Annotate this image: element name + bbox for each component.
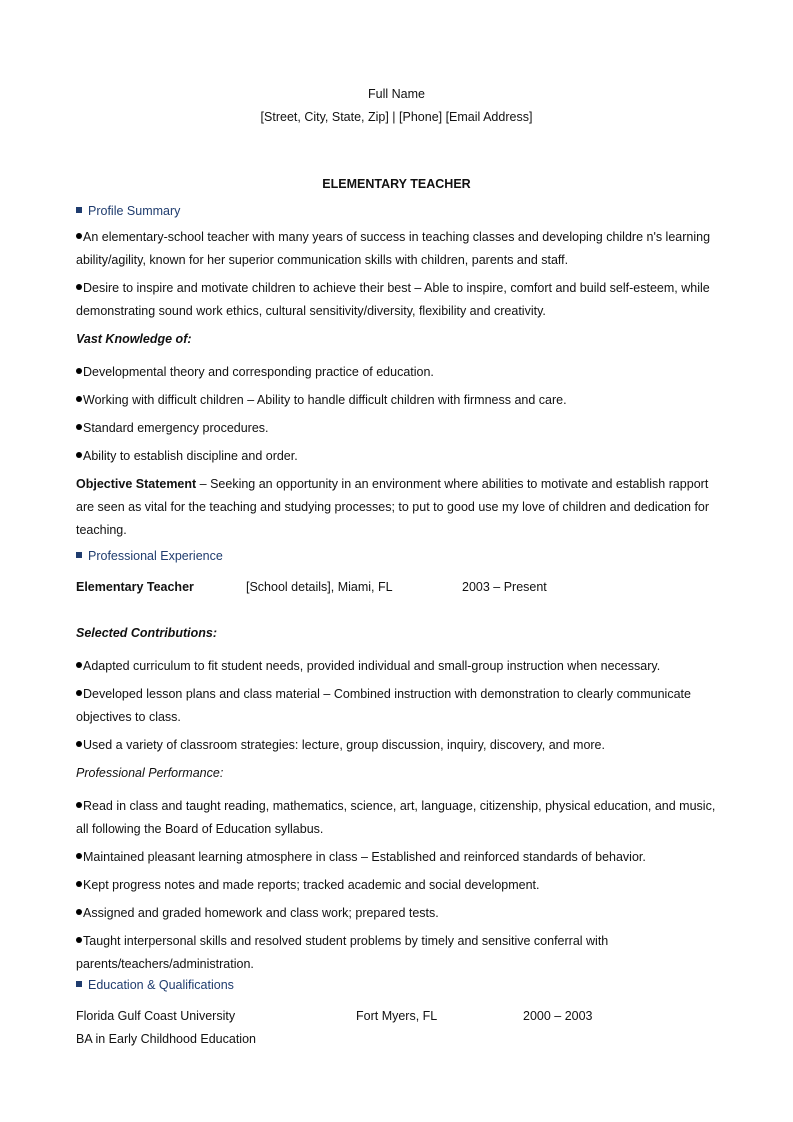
education-degree: BA in Early Childhood Education bbox=[76, 1032, 256, 1046]
bullet-icon bbox=[76, 368, 82, 374]
section-heading-text: Education & Qualifications bbox=[88, 978, 234, 992]
performance-bullet-5: Taught interpersonal skills and resolved student problems by timely and sensitive conferral with parents/teachers/administration. bbox=[76, 934, 609, 971]
knowledge-bullet-2: Working with difficult children – Ability to handle difficult children with firmness and care. bbox=[76, 389, 726, 412]
performance-heading: Professional Performance: bbox=[76, 766, 224, 780]
job-title: Elementary Teacher bbox=[76, 580, 194, 594]
profile-bullet-1: An elementary-school teacher with many years of success in teaching classes and developing childre n's learning ability/agility, known for her superior communication skills with children, parents and staff. bbox=[76, 230, 711, 267]
education-dates: 2000 – 2003 bbox=[523, 1009, 593, 1023]
bullet-icon bbox=[76, 452, 82, 458]
education-school: Florida Gulf Coast University bbox=[76, 1009, 236, 1023]
bullet-icon bbox=[76, 802, 82, 808]
section-education bbox=[76, 978, 234, 992]
section-heading-text: Profile Summary bbox=[88, 204, 181, 218]
objective-statement bbox=[76, 473, 726, 542]
bullet-icon bbox=[76, 741, 82, 747]
contribution-bullet-3: Used a variety of classroom strategies: lecture, group discussion, inquiry, discovery, and more. bbox=[76, 734, 726, 757]
contact-line: [Street, City, State, Zip] | [Phone] [Email Address] bbox=[260, 110, 533, 124]
bullet-icon bbox=[76, 909, 82, 915]
education-location: Fort Myers, FL bbox=[356, 1009, 438, 1023]
section-heading-text: Professional Experience bbox=[88, 549, 223, 563]
bullet-icon bbox=[76, 937, 82, 943]
knowledge-bullet-4: Ability to establish discipline and order. bbox=[76, 445, 726, 468]
performance-bullet-3: Kept progress notes and made reports; tracked academic and social development. bbox=[76, 874, 726, 897]
knowledge-heading: Vast Knowledge of: bbox=[76, 332, 192, 346]
bullet-icon bbox=[76, 853, 82, 859]
knowledge-bullet-1: Developmental theory and corresponding practice of education. bbox=[76, 361, 726, 384]
performance-bullet-4: Assigned and graded homework and class work; prepared tests. bbox=[76, 902, 726, 925]
profile-bullet-2: Desire to inspire and motivate children to achieve their best – Able to inspire, comfort and build self-esteem, while demonstrating sound work ethics, cultural sensitivity/diversity, flexibility and creativity. bbox=[76, 281, 710, 318]
section-professional-experience bbox=[76, 549, 223, 563]
performance-bullet-1: Read in class and taught reading, mathematics, science, art, language, citizenship, physical education, and music, all following the Board of Education syllabus. bbox=[76, 799, 716, 836]
square-bullet-icon bbox=[76, 207, 82, 213]
job-school: [School details], Miami, FL bbox=[246, 580, 393, 594]
square-bullet-icon bbox=[76, 552, 82, 558]
bullet-icon bbox=[76, 396, 82, 402]
full-name: Full Name bbox=[368, 87, 425, 101]
section-profile-summary bbox=[76, 204, 180, 218]
objective-text: – Seeking an opportunity in an environment where abilities to motivate and establish rapport are seen as vital for the teaching and studying processes; to put to good use my love of children and dedication for teaching. bbox=[76, 477, 710, 537]
job-dates: 2003 – Present bbox=[462, 580, 547, 594]
bullet-icon bbox=[76, 690, 82, 696]
performance-bullet-2: Maintained pleasant learning atmosphere in class – Established and reinforced standards of behavior. bbox=[76, 846, 726, 869]
knowledge-bullet-3: Standard emergency procedures. bbox=[76, 417, 726, 440]
bullet-icon bbox=[76, 233, 82, 239]
square-bullet-icon bbox=[76, 981, 82, 987]
objective-label: Objective Statement bbox=[76, 477, 197, 491]
contribution-bullet-2: Developed lesson plans and class material – Combined instruction with demonstration to clearly communicate objectives to class. bbox=[76, 687, 691, 724]
bullet-icon bbox=[76, 881, 82, 887]
bullet-icon bbox=[76, 284, 82, 290]
bullet-icon bbox=[76, 424, 82, 430]
bullet-icon bbox=[76, 662, 82, 668]
contribution-bullet-1: Adapted curriculum to fit student needs, provided individual and small-group instruction when necessary. bbox=[76, 655, 726, 678]
resume-title: ELEMENTARY TEACHER bbox=[322, 177, 471, 191]
contributions-heading: Selected Contributions: bbox=[76, 626, 217, 640]
